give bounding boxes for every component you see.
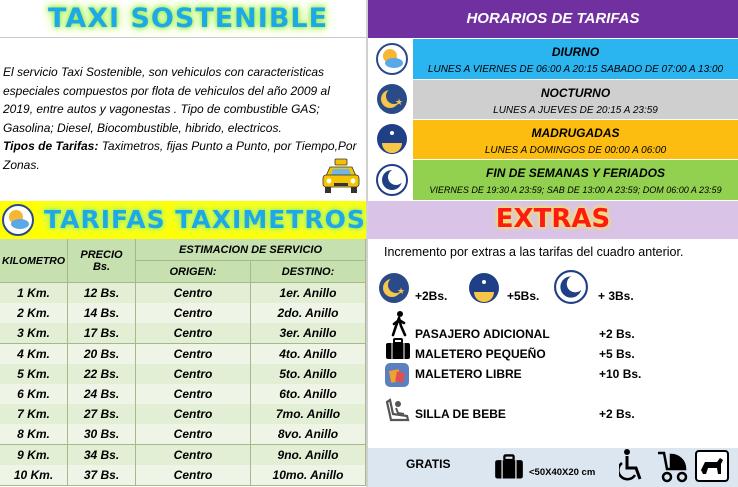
tipos-label: Tipos de Tarifas: bbox=[3, 139, 99, 153]
col-header-precio: PRECIO Bs. bbox=[68, 239, 136, 283]
origen-cell: Centro bbox=[136, 445, 251, 466]
precio-cell: 14 Bs. bbox=[68, 303, 136, 324]
suitcase-icon bbox=[385, 338, 411, 360]
half-moon-icon bbox=[376, 123, 408, 155]
origen-cell: Centro bbox=[136, 404, 251, 425]
extra-madrugada-price: +5Bs. bbox=[507, 289, 540, 303]
origen-cell: Centro bbox=[136, 465, 251, 486]
origen-cell: Centro bbox=[136, 364, 251, 385]
precio-cell: 37 Bs. bbox=[68, 465, 136, 486]
horario-subtitle: LUNES A DOMINGOS DE 00:00 A 06:00 bbox=[484, 145, 667, 156]
destino-cell: 4to. Anillo bbox=[251, 344, 366, 365]
weekend-moon-icon bbox=[554, 270, 588, 304]
extra-item-price: +2 Bs. bbox=[599, 407, 635, 421]
extra-nocturno-price: +2Bs. bbox=[415, 289, 448, 303]
horario-subtitle: LUNES A VIERNES DE 06:00 A 20:15 SABADO DE 07:00 A 13:00 bbox=[427, 64, 724, 75]
sun-cloud-icon bbox=[2, 204, 34, 236]
destino-cell: 8vo. Anillo bbox=[251, 424, 366, 445]
horario-madrugadas bbox=[368, 120, 738, 159]
moon-star-icon bbox=[378, 272, 410, 304]
intro-text: El servicio Taxi Sostenible, son vehiculos con caracteristicas especiales compuestos por flota de vehiculos del año 2009 al 2019, entre autos y vagonestas . Tipo de combustible GAS; Gasolina; Diesel, Biocombustible, hibrido, electricos. bbox=[3, 65, 330, 135]
extras-header bbox=[368, 201, 738, 239]
taximetros-title: TARIFAS TAXIMETROS bbox=[44, 205, 366, 234]
extra-fin-semana-price: + 3Bs. bbox=[598, 289, 634, 303]
taxi-icon bbox=[320, 156, 362, 196]
tipos-text: Taximetros, fijas Punto a Punto, por Tiempo,Por Zonas. bbox=[3, 139, 357, 172]
horarios-header bbox=[368, 0, 738, 38]
extra-item-label: SILLA DE BEBE bbox=[415, 407, 506, 421]
precio-cell: 24 Bs. bbox=[68, 384, 136, 405]
km-cell: 5 Km. bbox=[0, 364, 68, 385]
extra-item-label: PASAJERO ADICIONAL bbox=[415, 327, 550, 341]
extra-item-label: MALETERO PEQUEÑO bbox=[415, 347, 546, 361]
origen-cell: Centro bbox=[136, 424, 251, 445]
horario-title: FIN DE SEMANAS Y FERIADOS bbox=[486, 166, 665, 180]
extra-item-price: +2 Bs. bbox=[599, 327, 635, 341]
extras-title: EXTRAS bbox=[495, 204, 611, 234]
person-walking-icon bbox=[390, 311, 408, 337]
destino-cell: 3er. Anillo bbox=[251, 323, 366, 344]
col-header-destino: DESTINO: bbox=[251, 261, 366, 283]
destino-cell: 6to. Anillo bbox=[251, 384, 366, 405]
km-cell: 6 Km. bbox=[0, 384, 68, 405]
extra-item-price: +5 Bs. bbox=[599, 347, 635, 361]
svg-text:★: ★ bbox=[383, 172, 390, 179]
origen-cell: Centro bbox=[136, 283, 251, 304]
stroller-icon bbox=[654, 449, 690, 483]
page-title: TAXI SOSTENIBLE bbox=[48, 3, 329, 34]
km-cell: 9 Km. bbox=[0, 445, 68, 466]
km-cell: 2 Km. bbox=[0, 303, 68, 324]
wheelchair-icon bbox=[619, 449, 643, 483]
precio-cell: 30 Bs. bbox=[68, 424, 136, 445]
origen-cell: Centro bbox=[136, 384, 251, 405]
destino-cell: 2do. Anillo bbox=[251, 303, 366, 324]
col-header-km: KILOMETRO bbox=[0, 239, 68, 283]
precio-cell: 22 Bs. bbox=[68, 364, 136, 385]
origen-cell: Centro bbox=[136, 344, 251, 365]
weekend-moon-icon bbox=[376, 164, 408, 196]
precio-cell: 27 Bs. bbox=[68, 404, 136, 425]
intro-paragraph bbox=[3, 63, 361, 174]
origen-cell: Centro bbox=[136, 323, 251, 344]
svg-text:★: ★ bbox=[561, 276, 569, 286]
horario-subtitle: LUNES A JUEVES DE 20:15 A 23:59 bbox=[493, 105, 658, 116]
baby-seat-icon bbox=[385, 398, 411, 422]
taximetros-header bbox=[0, 201, 366, 239]
sun-cloud-icon bbox=[376, 43, 408, 75]
horario-diurno bbox=[368, 39, 738, 79]
gratis-size: <50X40X20 cm bbox=[529, 467, 596, 478]
intro-panel bbox=[0, 38, 367, 201]
horario-title: NOCTURNO bbox=[540, 86, 611, 100]
precio-cell: 17 Bs. bbox=[68, 323, 136, 344]
gratis-band bbox=[368, 448, 738, 487]
precio-cell: 34 Bs. bbox=[68, 445, 136, 466]
extras-panel bbox=[368, 239, 738, 448]
destino-cell: 1er. Anillo bbox=[251, 283, 366, 304]
precio-cell: 20 Bs. bbox=[68, 344, 136, 365]
km-cell: 3 Km. bbox=[0, 323, 68, 344]
horario-title: DIURNO bbox=[551, 45, 600, 59]
moon-star-icon bbox=[376, 83, 408, 115]
horario-nocturno bbox=[368, 80, 738, 119]
km-cell: 7 Km. bbox=[0, 404, 68, 425]
extras-intro: Incremento por extras a las tarifas del cuadro anterior. bbox=[384, 245, 684, 259]
destino-cell: 7mo. Anillo bbox=[251, 404, 366, 425]
horarios-title: HORARIOS DE TARIFAS bbox=[466, 10, 640, 27]
origen-cell: Centro bbox=[136, 303, 251, 324]
km-cell: 8 Km. bbox=[0, 424, 68, 445]
precio-cell: 12 Bs. bbox=[68, 283, 136, 304]
col-header-estimacion: ESTIMACION DE SERVICIO bbox=[136, 239, 366, 261]
horario-title: MADRUGADAS bbox=[531, 126, 620, 140]
km-cell: 1 Km. bbox=[0, 283, 68, 304]
svg-text:★: ★ bbox=[397, 286, 406, 296]
horario-fin-semana bbox=[368, 160, 738, 200]
svg-text:★: ★ bbox=[395, 97, 404, 107]
km-cell: 10 Km. bbox=[0, 465, 68, 486]
gratis-label: GRATIS bbox=[406, 457, 451, 471]
pet-allowed-icon bbox=[695, 450, 729, 482]
destino-cell: 9no. Anillo bbox=[251, 445, 366, 466]
destino-cell: 10mo. Anillo bbox=[251, 465, 366, 486]
col-header-origen: ORIGEN: bbox=[136, 261, 251, 283]
half-moon-icon bbox=[468, 272, 500, 304]
suitcase-icon bbox=[494, 454, 524, 480]
luggage-icon bbox=[385, 363, 409, 387]
title-panel bbox=[0, 0, 367, 38]
extra-item-label: MALETERO LIBRE bbox=[415, 367, 522, 381]
extra-item-price: +10 Bs. bbox=[599, 367, 642, 381]
km-cell: 4 Km. bbox=[0, 344, 68, 365]
horario-subtitle: VIERNES DE 19:30 A 23:59; SAB DE 13:00 A 23:59; DOM 06:00 A 23:59 bbox=[429, 185, 722, 195]
destino-cell: 5to. Anillo bbox=[251, 364, 366, 385]
